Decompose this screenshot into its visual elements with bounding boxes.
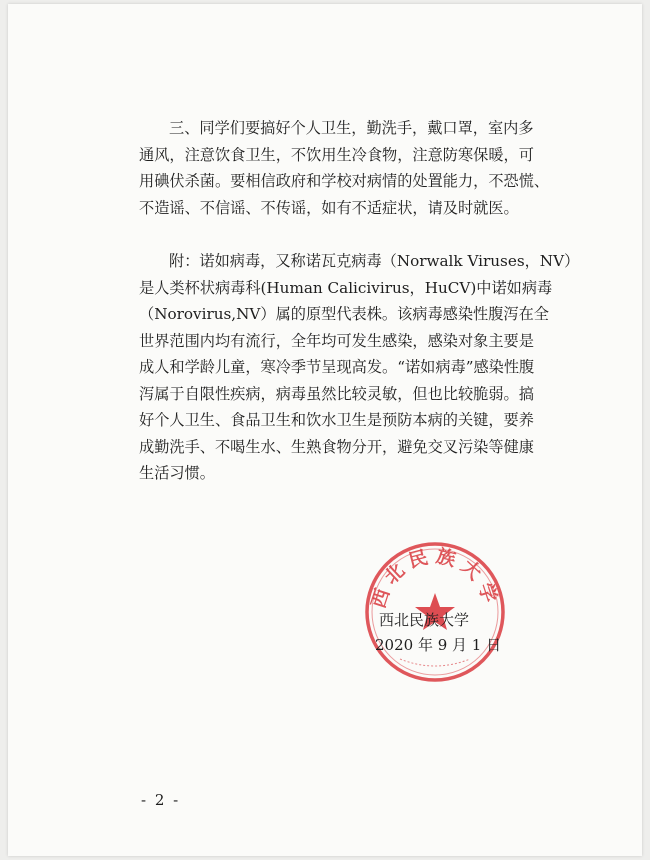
- signature-block: [375, 608, 502, 658]
- signature-organization: 西北民族大学: [379, 611, 470, 629]
- text-line: 世界范围内均有流行，全年均可发生感染，感染对象主要是: [139, 331, 534, 350]
- text-line: 成人和学龄儿童，寒冷季节呈现高发。“诺如病毒”感染性腹: [139, 358, 535, 376]
- signature-date: 2020 年 9 月 1 日: [375, 636, 502, 654]
- page-number: - 2 -: [141, 791, 181, 809]
- seal-text: 西北民族大学: [367, 545, 503, 611]
- text-line: （Norovirus,NV）属的原型代表株。该病毒感染性腹泻在全: [139, 305, 549, 323]
- text-line: 成勤洗手、不喝生水、生熟食物分开，避免交叉污染等健康: [139, 437, 534, 456]
- text-line: 是人类杯状病毒科(Human Calicivirus，HuCV)中诺如病毒: [139, 278, 553, 297]
- text-line: 好个人卫生、食品卫生和饮水卫生是预防本病的关键，要养: [139, 411, 534, 429]
- appendix-paragraph: [139, 248, 580, 487]
- text-line: 附：诺如病毒，又称诺瓦克病毒（Norwalk Viruses，NV）: [169, 252, 580, 270]
- text-line: 泻属于自限性疾病，病毒虽然比较灵敏，但也比较脆弱。搞: [139, 384, 534, 403]
- paragraph-3: [139, 115, 550, 221]
- text-line: 用碘伏杀菌。要相信政府和学校对病情的处置能力，不恐慌、: [139, 172, 550, 190]
- text-line: 通风，注意饮食卫生，不饮用生冷食物，注意防寒保暖，可: [139, 145, 534, 164]
- text-line: 生活习惯。: [139, 464, 215, 482]
- text-line: 不造谣、不信谣、不传谣，如有不适症状，请及时就医。: [139, 198, 519, 217]
- document-page: [8, 4, 642, 856]
- text-line: 三、同学们要搞好个人卫生，勤洗手，戴口罩，室内多: [169, 119, 534, 137]
